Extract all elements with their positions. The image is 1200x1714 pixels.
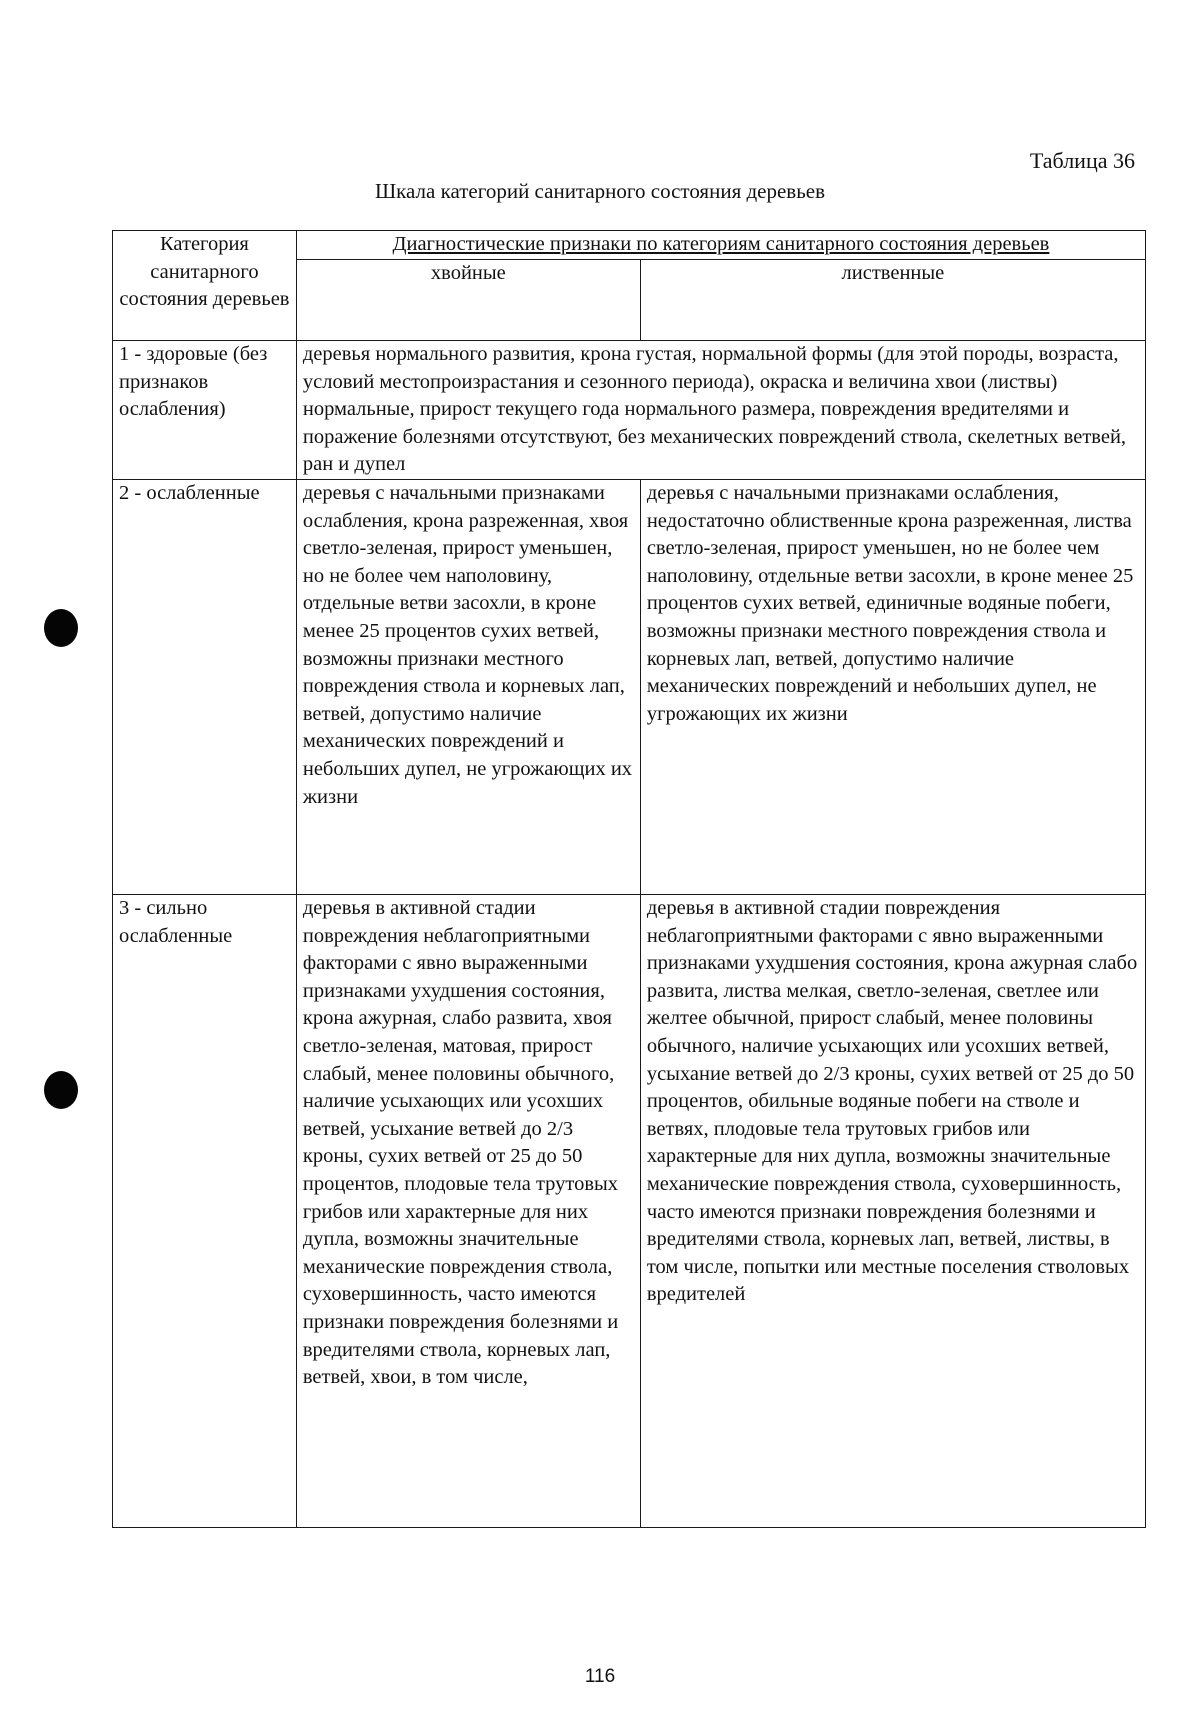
sanitary-category-table [112,230,1146,1528]
table-title: Шкала категорий санитарного состояния деревьев [374,179,826,203]
table-number: Таблица 36 [1029,148,1135,173]
row-category: 3 - сильно ослабленные [113,895,297,1528]
header-deciduous: лиственные [640,260,1145,341]
punch-hole-mark [44,609,78,647]
table-row [113,480,1146,895]
row-category: 1 - здоровые (без признаков ослабления) [113,341,297,480]
table-row [113,341,1146,480]
header-category: Категория санитарного состояния деревьев [113,231,297,341]
row-deciduous-signs: деревья в активной стадии повреждения неблагоприятными факторами с явно выраженными признаками ухудшения состояния, крона ажурная слабо развита, листва мелкая, светло-зеленая, светлее или желтее обычной, прирост слабый, менее половины обычного, наличие усыхающих или усохших ветвей, усыхание ветвей до 2/3 кроны, сухих ветвей от 25 до 50 процентов, обильные водяные побеги на стволе и ветвях, плодовые тела трутовых грибов или характерные для них дупла, возможны значительные механические повреждения ствола, суховершинность, часто имеются признаки повреждения болезнями и вредителями ствола, корневых лап, ветвей, листвы, в том числе, попытки или местные поселения стволовых вредителей [640,895,1145,1528]
row-coniferous-signs: деревья с начальными признаками ослабления, крона разреженная, хвоя светло-зеленая, прирост уменьшен, но не более чем наполовину, отдельные ветви засохли, в кроне менее 25 процентов сухих ветвей, возможны признаки местного повреждения ствола и корневых лап, ветвей, допустимо наличие механических повреждений и небольших дупел, не угрожающих их жизни [296,480,640,895]
header-diagnostic: Диагностические признаки по категориям санитарного состояния деревьев [296,231,1145,260]
row-category: 2 - ослабленные [113,480,297,895]
header-coniferous: хвойные [296,260,640,341]
punch-hole-mark [44,1071,78,1109]
row-deciduous-signs: деревья с начальными признаками ослабления, недостаточно облиственные крона разреженная, листва светло-зеленая, прирост уменьшен, но не более чем наполовину, отдельные ветви засохли, в кроне менее 25 процентов сухих ветвей, единичные водяные побеги, возможны признаки местного повреждения ствола и корневых лап, ветвей, допустимо наличие механических повреждений и небольших дупел, не угрожающих их жизни [640,480,1145,895]
row-combined-signs: деревья нормального развития, крона густая, нормальной формы (для этой породы, возраста, условий местопроизрастания и сезонного периода), окраска и величина хвои (листвы) нормальные, прирост текущего года нормального размера, повреждения вредителями и поражение болезнями отсутствуют, без механических повреждений ствола, скелетных ветвей, ран и дупел [296,341,1145,480]
table-row [113,895,1146,1528]
page-number: 116 [584,1666,616,1687]
table-header-row [113,231,1146,260]
row-coniferous-signs: деревья в активной стадии повреждения неблагоприятными факторами с явно выраженными признаками ухудшения состояния, крона ажурная, слабо развита, хвоя светло-зеленая, матовая, прирост слабый, менее половины обычного, наличие усыхающих или усохших ветвей, усыхание ветвей до 2/3 кроны, сухих ветвей от 25 до 50 процентов, плодовые тела трутовых грибов или характерные для них дупла, возможны значительные механические повреждения ствола, суховершинность, часто имеются признаки повреждения болезнями и вредителями ствола, корневых лап, ветвей, хвои, в том числе, [296,895,640,1528]
